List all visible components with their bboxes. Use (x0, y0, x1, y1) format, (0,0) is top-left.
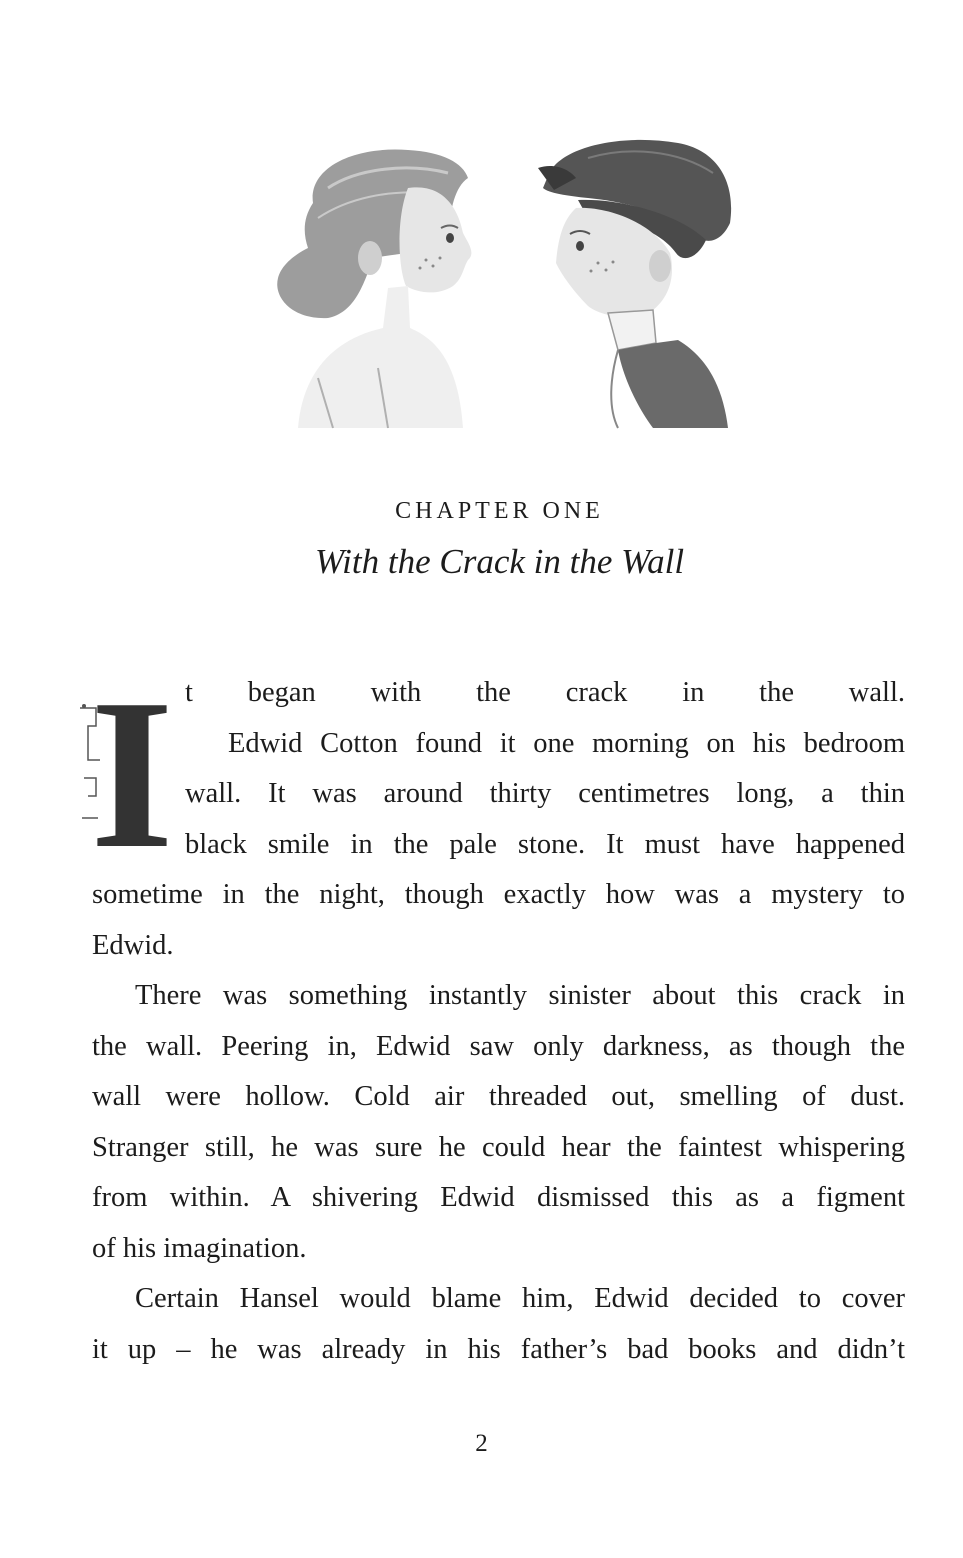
text-line: black smile in the pale stone. It must have happened (185, 828, 905, 860)
chapter-label: CHAPTER ONE (395, 498, 604, 524)
text-line: There was something instantly sinister about this crack in (135, 980, 905, 1011)
text-line: sometime in the night, though exactly how was a mystery to (92, 879, 905, 910)
body-text (92, 668, 905, 1375)
page-number: 2 (475, 1430, 488, 1457)
text-line: t began with the crack in the wall. (185, 677, 905, 708)
girl-figure (277, 150, 471, 428)
text-line: of his imagination. (92, 1232, 307, 1264)
text-line: from within. A shivering Edwid dismissed this as a figment (92, 1182, 905, 1213)
text-line: Stranger still, he was sure he could hear the faintest whispering (92, 1131, 905, 1163)
text-line: the wall. Peering in, Edwid saw only darkness, as though the (92, 1030, 905, 1062)
drop-cap-letter: I (90, 678, 174, 858)
chapter-illustration (258, 128, 742, 438)
text-line: wall were hollow. Cold air threaded out, smelling of dust. (92, 1081, 905, 1112)
text-line: wall. It was around thirty centimetres long, a thin (185, 778, 905, 809)
text-line: Certain Hansel would blame him, Edwid decided to cover (135, 1283, 905, 1314)
text-line: Edwid Cotton found it one morning on his bedroom (228, 727, 905, 759)
boy-figure (538, 140, 731, 428)
text-line: Edwid. (92, 929, 174, 961)
text-line: it up – he was already in his father’s bad books and didn’t (92, 1333, 905, 1365)
chapter-title: With the Crack in the Wall (314, 542, 685, 581)
